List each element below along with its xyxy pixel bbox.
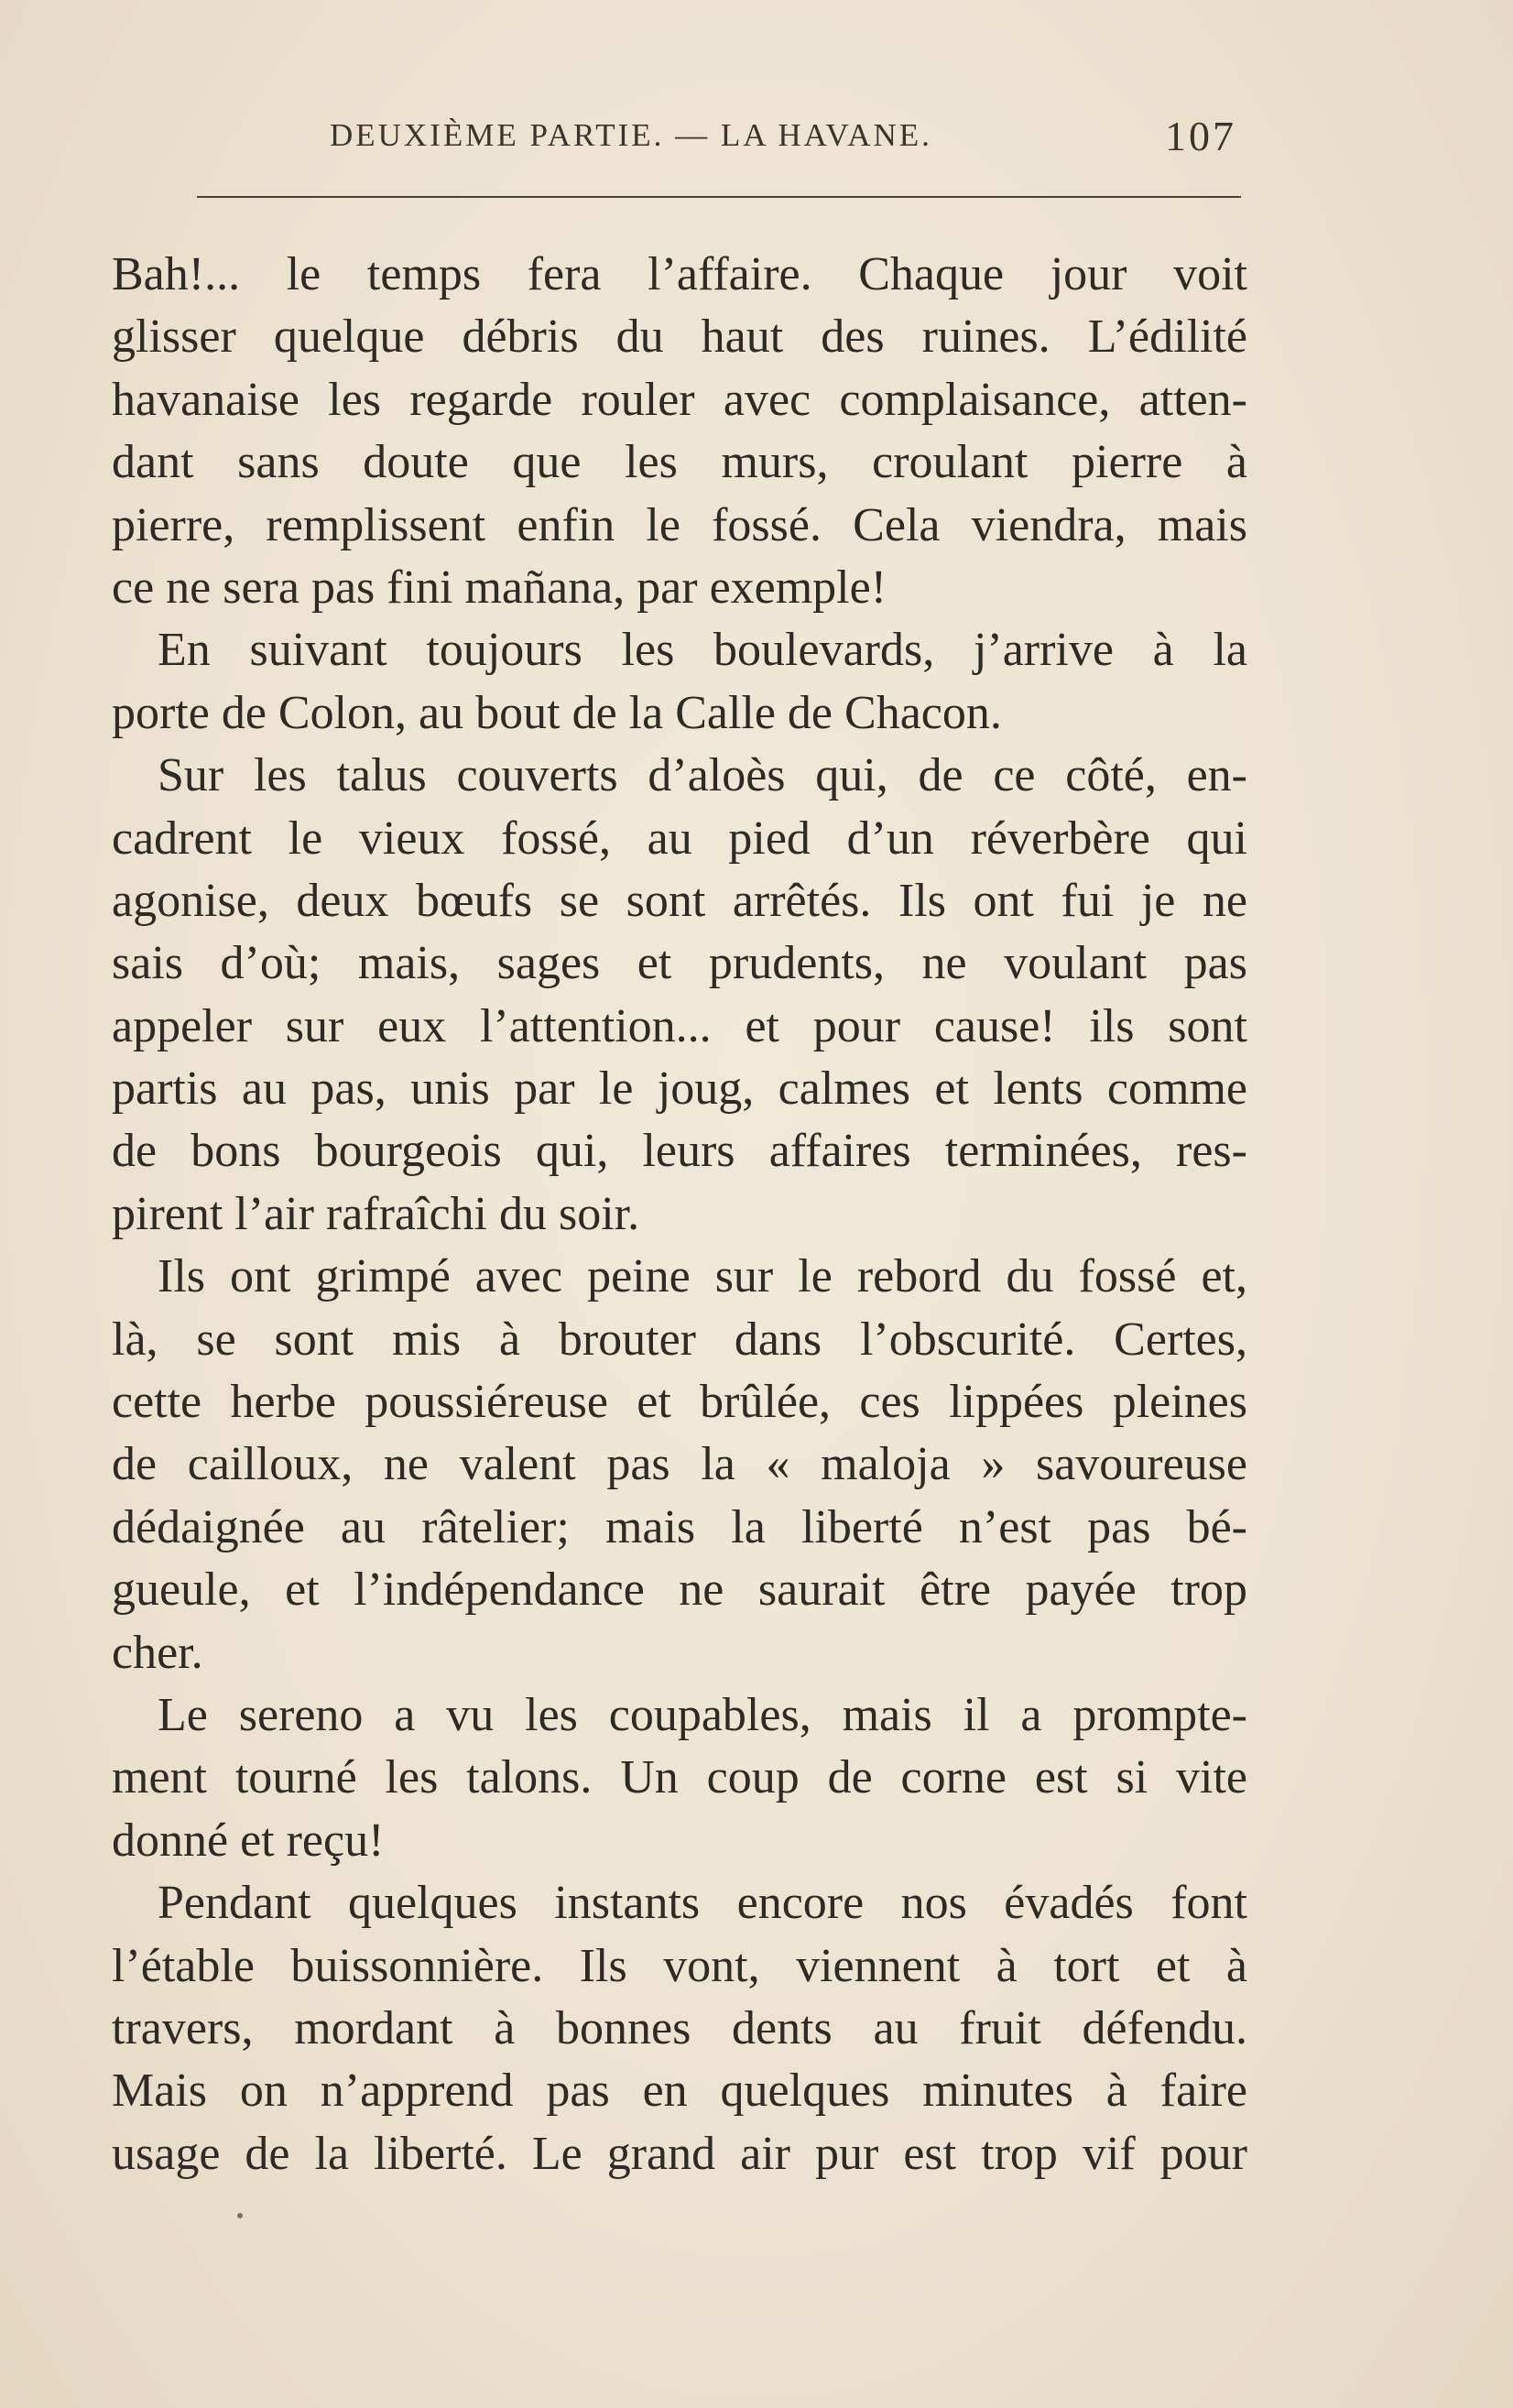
- body-text: [112, 244, 1247, 2185]
- text-line: havanaise les regarde rouler avec complaisance, atten-: [112, 373, 1247, 426]
- text-line: sais d’où; mais, sages et prudents, ne voulant pas: [112, 937, 1247, 990]
- text-line: ment tourné les talons. Un coup de corne est si vite: [112, 1751, 1247, 1804]
- text-line: glisser quelque débris du haut des ruines. L’édilité: [112, 311, 1247, 364]
- text-line: dédaignée au râtelier; mais la liberté n’est pas bé-: [112, 1500, 1247, 1553]
- text-line: cadrent le vieux fossé, au pied d’un réverbère qui: [112, 812, 1247, 865]
- text-line: pirent l’air rafraîchi du soir.: [112, 1187, 640, 1240]
- text-line: Le sereno a vu les coupables, mais il a prompte-: [158, 1688, 1247, 1741]
- text-line: ce ne sera pas fini mañana, par exemple!: [112, 561, 887, 614]
- text-line: travers, mordant à bonnes dents au fruit défendu.: [112, 2001, 1247, 2054]
- text-line: cette herbe poussiéreuse et brûlée, ces lippées pleines: [112, 1376, 1247, 1429]
- header-rule: [197, 196, 1241, 198]
- text-line: cher.: [112, 1626, 203, 1679]
- text-line: dant sans doute que les murs, croulant pierre à: [112, 436, 1247, 489]
- text-line: pierre, remplissent enfin le fossé. Cela viendra, mais: [112, 498, 1247, 551]
- text-line: appeler sur eux l’attention... et pour cause! ils sont: [112, 999, 1247, 1052]
- text-line: Bah!... le temps fera l’affaire. Chaque jour voit: [112, 248, 1247, 300]
- text-line: là, se sont mis à brouter dans l’obscurité. Certes,: [112, 1313, 1247, 1366]
- text-line: En suivant toujours les boulevards, j’arrive à la: [158, 624, 1247, 677]
- page-number: 107: [1165, 113, 1236, 159]
- text-line: gueule, et l’indépendance ne saurait être payée trop: [112, 1564, 1247, 1617]
- text-line: l’étable buissonnière. Ils vont, viennent à tort et à: [112, 1939, 1247, 1992]
- text-line: partis au pas, unis par le joug, calmes et lents comme: [112, 1062, 1247, 1116]
- text-line: Mais on n’apprend pas en quelques minutes à faire: [112, 2065, 1247, 2118]
- text-line: Pendant quelques instants encore nos évadés font: [158, 1877, 1247, 1930]
- text-line: de cailloux, ne valent pas la « maloja » savoureuse: [112, 1438, 1247, 1491]
- text-line: donné et reçu!: [112, 1814, 385, 1867]
- text-line: agonise, deux bœufs se sont arrêtés. Ils ont fui je ne: [112, 874, 1247, 927]
- text-line: Sur les talus couverts d’aloès qui, de ce côté, en-: [158, 749, 1247, 802]
- text-line: usage de la liberté. Le grand air pur est trop vif pour: [112, 2127, 1247, 2180]
- ink-speck: [237, 2213, 243, 2218]
- running-head: DEUXIÈME PARTIE. — LA HAVANE.: [330, 117, 932, 153]
- text-line: porte de Colon, au bout de la Calle de Chacon.: [112, 686, 1002, 739]
- text-line: de bons bourgeois qui, leurs affaires terminées, res-: [112, 1125, 1247, 1178]
- text-line: Ils ont grimpé avec peine sur le rebord du fossé et,: [158, 1250, 1247, 1303]
